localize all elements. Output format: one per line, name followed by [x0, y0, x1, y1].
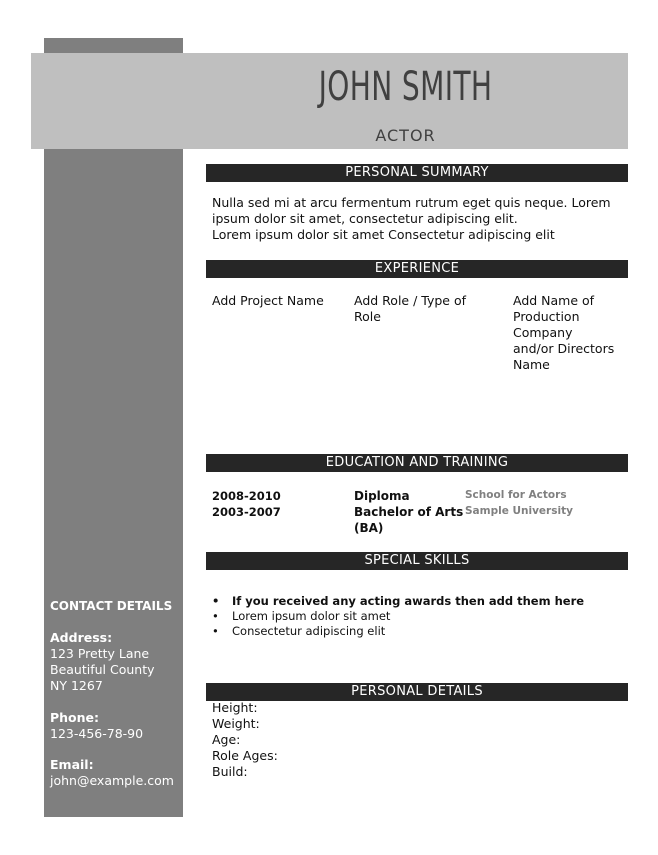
- address-label: Address:: [50, 630, 113, 645]
- applicant-role: ACTOR: [375, 126, 436, 145]
- phone-label: Phone:: [50, 710, 100, 725]
- sidebar-panel: [44, 38, 183, 817]
- education-years: [212, 488, 281, 520]
- personal-detail-weight: Weight:: [212, 716, 260, 731]
- skill-item: • If you received any acting awards then add them here: [212, 594, 584, 609]
- education-degree: Diploma: [354, 489, 410, 503]
- section-title-experience: EXPERIENCE: [206, 260, 628, 278]
- skill-item: • Lorem ipsum dolor sit amet: [212, 609, 584, 624]
- education-year: 2008-2010: [212, 489, 281, 503]
- experience-production-line: Production: [513, 309, 580, 324]
- education-year: 2003-2007: [212, 505, 281, 519]
- skills-list: [212, 594, 584, 639]
- education-degrees: [354, 488, 463, 536]
- experience-production-line: Name: [513, 357, 550, 372]
- education-degree: Bachelor of Arts: [354, 505, 464, 519]
- experience-production-line: Add Name of: [513, 293, 595, 308]
- summary-line: ipsum dolor sit amet, consectetur adipiscing elit.: [212, 211, 518, 226]
- education-schools: [465, 487, 573, 519]
- experience-role-line: Add Role / Type of: [354, 293, 466, 308]
- summary-line: Lorem ipsum dolor sit amet Consectetur adipiscing elit: [212, 227, 555, 242]
- contact-phone: [50, 710, 143, 742]
- phone-value: 123-456-78-90: [50, 726, 144, 741]
- personal-detail-role-ages: Role Ages:: [212, 748, 278, 763]
- personal-details-list: [212, 700, 278, 780]
- email-value: john@example.com: [50, 773, 174, 788]
- summary-text: [212, 195, 611, 243]
- summary-line: Nulla sed mi at arcu fermentum rutrum eget quis neque. Lorem: [212, 195, 611, 210]
- experience-role: [354, 293, 466, 325]
- address-line: 123 Pretty Lane: [50, 646, 150, 661]
- experience-production: [513, 293, 614, 373]
- address-line: Beautiful County: [50, 662, 155, 677]
- section-title-personal-details: PERSONAL DETAILS: [206, 683, 628, 701]
- personal-detail-age: Age:: [212, 732, 241, 747]
- section-title-summary: PERSONAL SUMMARY: [206, 164, 628, 182]
- education-degree: (BA): [354, 521, 384, 535]
- contact-email: [50, 757, 174, 789]
- section-title-education: EDUCATION AND TRAINING: [206, 454, 628, 472]
- experience-project: Add Project Name: [212, 293, 324, 308]
- education-school: Sample University: [465, 505, 573, 517]
- experience-production-line: and/or Directors: [513, 341, 615, 356]
- experience-role-line: Role: [354, 309, 381, 324]
- personal-detail-build: Build:: [212, 764, 248, 779]
- experience-production-line: Company: [513, 325, 573, 340]
- education-school: School for Actors: [465, 489, 567, 501]
- contact-title: CONTACT DETAILS: [50, 599, 173, 613]
- contact-address: [50, 630, 155, 694]
- personal-detail-height: Height:: [212, 700, 258, 715]
- skill-item: • Consectetur adipiscing elit: [212, 624, 584, 639]
- applicant-name: JOHN SMITH: [318, 64, 493, 110]
- address-line: NY 1267: [50, 678, 103, 693]
- email-label: Email:: [50, 757, 94, 772]
- section-title-skills: SPECIAL SKILLS: [206, 552, 628, 570]
